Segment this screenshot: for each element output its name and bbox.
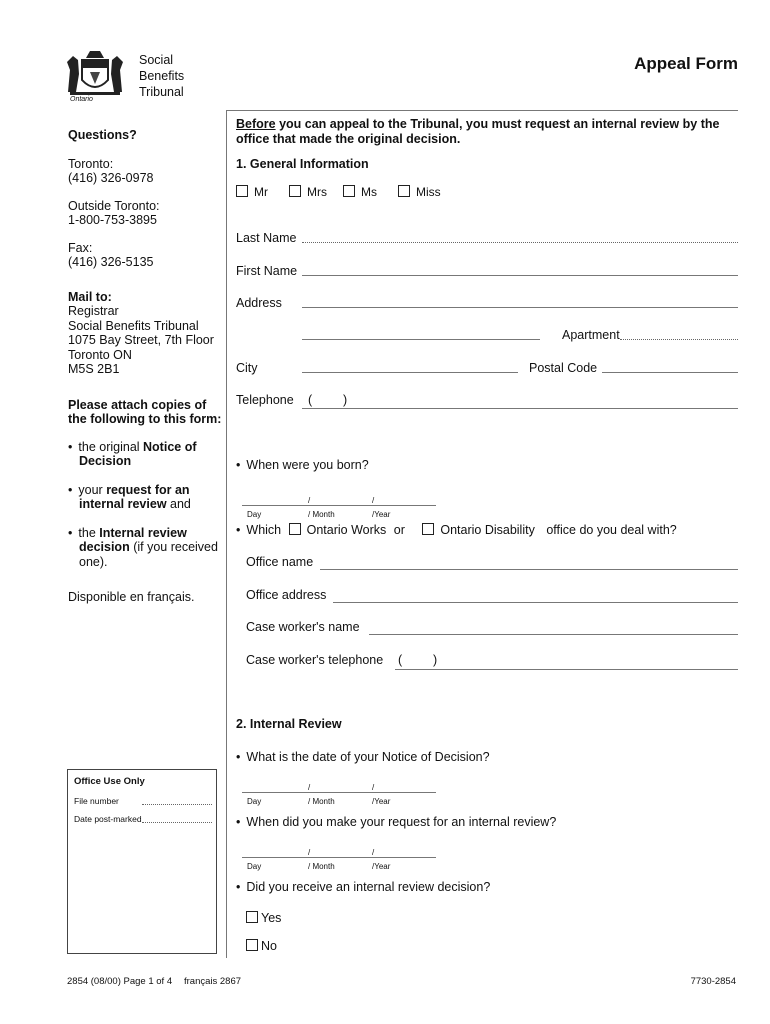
attach-heading: Please attach copies of the following to this form: — [68, 397, 222, 426]
apartment-field[interactable] — [620, 339, 738, 340]
toronto-phone: (416) 326-0978 — [68, 171, 154, 185]
checkbox-yes[interactable] — [246, 911, 258, 923]
org-line: Social — [139, 53, 174, 67]
org-name — [139, 52, 184, 100]
mail-line: 1075 Bay Street, 7th Floor — [68, 333, 214, 347]
first-name-field[interactable] — [302, 275, 738, 276]
fax-label: Fax: — [68, 240, 93, 255]
city-label: City — [236, 361, 258, 375]
cw-tel-open-paren: ( — [398, 653, 403, 667]
birth-day-label: Day — [247, 510, 262, 519]
address-line2-field[interactable] — [302, 339, 540, 340]
mail-line: Social Benefits Tribunal — [68, 318, 199, 333]
title-ms[interactable]: Ms — [343, 185, 377, 199]
request-slash-2: / — [372, 848, 375, 857]
date-post-marked-field[interactable] — [142, 822, 212, 823]
org-line: Benefits — [139, 69, 185, 83]
mail-line: Toronto ON — [68, 347, 132, 362]
org-line: Tribunal — [139, 85, 184, 99]
mail-line: Registrar — [68, 304, 119, 318]
birth-month-label: / Month — [308, 510, 335, 519]
case-worker-name-label: Case worker's name — [246, 620, 360, 634]
crest-caption: Ontario — [70, 96, 93, 103]
last-name-label: Last Name — [236, 231, 297, 245]
intro-text: Before you can appeal to the Tribunal, you must request an internal review by the office that made the original decision. — [236, 117, 720, 146]
office-use-box — [67, 769, 217, 954]
file-number-label: File number — [74, 796, 119, 806]
attach-item: • the Internal review decision (if you received one). — [68, 526, 224, 570]
option-yes[interactable]: Yes — [246, 911, 281, 925]
footer-french: français 2867 — [184, 976, 242, 987]
last-name-field[interactable] — [302, 242, 738, 243]
title-mrs[interactable]: Mrs — [289, 185, 327, 199]
address-label: Address — [236, 296, 282, 310]
ontario-crest — [64, 48, 126, 106]
received-decision-question: • Did you receive an internal review decision? — [236, 880, 490, 894]
notice-slash-2: / — [372, 783, 375, 792]
sidebar — [68, 128, 224, 605]
checkbox-mr[interactable] — [236, 185, 248, 197]
notice-date-question: • What is the date of your Notice of Decision? — [236, 750, 490, 764]
notice-date-field[interactable] — [242, 792, 436, 793]
outside-label: Outside Toronto: — [68, 198, 160, 213]
checkbox-ontario-works[interactable] — [289, 523, 301, 535]
title-mr[interactable]: Mr — [236, 185, 268, 199]
section1-heading: 1. General Information — [236, 157, 369, 171]
apartment-label: Apartment — [562, 328, 620, 342]
birth-date-field[interactable] — [242, 505, 436, 506]
case-worker-name-field[interactable] — [369, 634, 738, 635]
office-use-title: Office Use Only — [74, 776, 145, 787]
checkbox-mrs[interactable] — [289, 185, 301, 197]
request-day-label: Day — [247, 862, 262, 871]
column-divider — [226, 110, 227, 958]
french-note: Disponible en français. — [68, 590, 195, 604]
birth-slash-1: / — [308, 496, 311, 505]
office-address-field[interactable] — [333, 602, 738, 603]
office-name-label: Office name — [246, 555, 314, 569]
postal-code-label: Postal Code — [529, 361, 598, 375]
birth-year-label: /Year — [372, 510, 391, 519]
notice-month-label: / Month — [308, 797, 335, 806]
questions-heading: Questions? — [68, 128, 137, 142]
which-office-question: • Which Ontario Works or Ontario Disability office do you deal with? — [236, 523, 677, 537]
checkbox-ontario-disability[interactable] — [422, 523, 434, 535]
header-rule — [226, 110, 738, 111]
first-name-label: First Name — [236, 264, 298, 278]
mail-heading: Mail to: — [68, 289, 112, 304]
tel-close-paren: ) — [343, 393, 348, 407]
title-miss[interactable]: Miss — [398, 185, 441, 199]
cw-tel-close-paren: ) — [433, 653, 438, 667]
checkbox-miss[interactable] — [398, 185, 410, 197]
checkbox-no[interactable] — [246, 939, 258, 951]
checkbox-ms[interactable] — [343, 185, 355, 197]
option-no[interactable]: No — [246, 939, 277, 953]
request-date-field[interactable] — [242, 857, 436, 858]
section2-heading: 2. Internal Review — [236, 717, 342, 731]
date-post-marked-label: Date post-marked — [74, 814, 142, 824]
telephone-label: Telephone — [236, 393, 294, 407]
request-slash-1: / — [308, 848, 311, 857]
notice-slash-1: / — [308, 783, 311, 792]
office-address-label: Office address — [246, 588, 327, 602]
office-name-field[interactable] — [320, 569, 738, 570]
footer-form-number: 2854 (08/00) Page 1 of 4 — [67, 976, 173, 987]
address-field[interactable] — [302, 307, 738, 308]
attach-item: • your request for an internal review and — [68, 483, 224, 512]
attach-item: • the original Notice of Decision — [68, 440, 224, 469]
request-year-label: /Year — [372, 862, 391, 871]
fax-number: (416) 326-5135 — [68, 255, 154, 269]
city-field[interactable] — [302, 372, 518, 373]
case-worker-tel-label: Case worker's telephone — [246, 653, 384, 667]
born-question: • When were you born? — [236, 458, 369, 472]
tel-open-paren: ( — [308, 393, 313, 407]
outside-phone: 1-800-753-3895 — [68, 213, 157, 227]
form-title: Appeal Form — [634, 54, 738, 73]
crest-icon — [64, 48, 126, 98]
footer-code: 7730-2854 — [690, 976, 736, 987]
mail-line: M5S 2B1 — [68, 362, 120, 376]
notice-day-label: Day — [247, 797, 262, 806]
case-worker-tel-field[interactable] — [395, 669, 738, 670]
request-date-question: • When did you make your request for an internal review? — [236, 815, 556, 829]
toronto-label: Toronto: — [68, 156, 114, 171]
birth-slash-2: / — [372, 496, 375, 505]
request-month-label: / Month — [308, 862, 335, 871]
postal-code-field[interactable] — [602, 372, 738, 373]
telephone-field[interactable] — [302, 408, 738, 409]
file-number-field[interactable] — [142, 804, 212, 805]
notice-year-label: /Year — [372, 797, 391, 806]
